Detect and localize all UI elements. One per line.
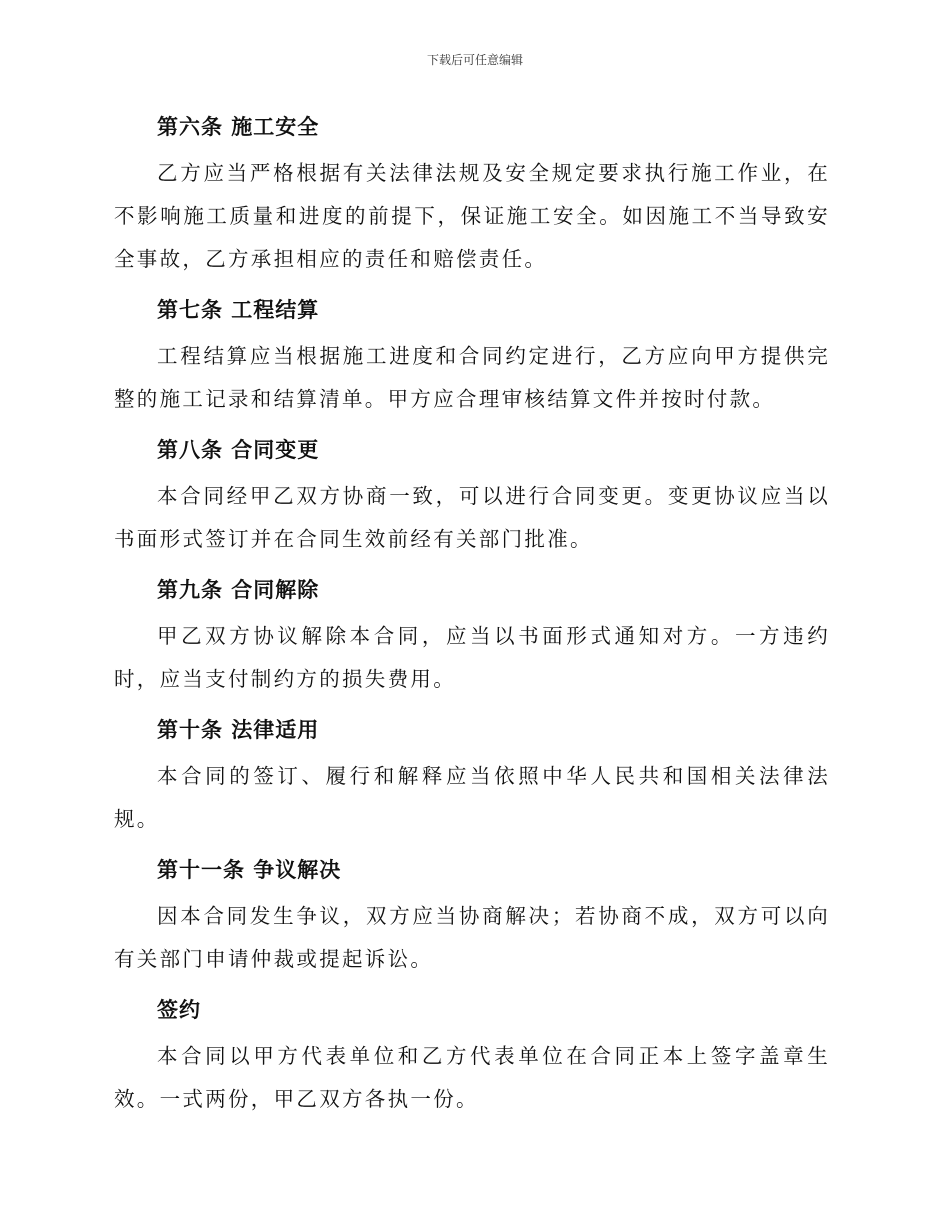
- section-paragraph: 本合同经甲乙双方协商一致，可以进行合同变更。变更协议应当以书面形式签订并在合同生效前经有关部门批准。: [114, 484, 830, 551]
- section-8: [114, 431, 830, 561]
- document-body: [114, 108, 830, 1121]
- section-paragraph: 本合同的签订、履行和解释应当依照中华人民共和国相关法律法规。: [114, 764, 830, 831]
- page-header-note: 下载后可任意编辑: [426, 53, 523, 67]
- section-paragraph: 本合同以甲方代表单位和乙方代表单位在合同正本上签字盖章生效。一式两份，甲乙双方各执一份。: [114, 1044, 830, 1111]
- section-heading: 第九条 合同解除: [157, 577, 320, 602]
- section-paragraph: 因本合同发生争议，双方应当协商解决；若协商不成，双方可以向有关部门申请仲裁或提起诉讼。: [114, 904, 830, 971]
- section-heading: 第七条 工程结算: [157, 297, 320, 322]
- section-paragraph: 甲乙双方协议解除本合同，应当以书面形式通知对方。一方违约时，应当支付制约方的损失费用。: [114, 624, 830, 691]
- section-signing: [114, 991, 830, 1121]
- section-7: [114, 291, 830, 421]
- section-paragraph: 乙方应当严格根据有关法律法规及安全规定要求执行施工作业，在不影响施工质量和进度的前提下，保证施工安全。如因施工不当导致安全事故，乙方承担相应的责任和赔偿责任。: [114, 161, 830, 271]
- section-10: [114, 711, 830, 841]
- section-9: [114, 571, 830, 701]
- section-heading: 第十条 法律适用: [157, 717, 320, 742]
- section-11: [114, 851, 830, 981]
- section-heading: 第六条 施工安全: [157, 114, 320, 139]
- section-paragraph: 工程结算应当根据施工进度和合同约定进行，乙方应向甲方提供完整的施工记录和结算清单。甲方应合理审核结算文件并按时付款。: [114, 344, 830, 411]
- section-6: [114, 108, 830, 281]
- section-heading: 第八条 合同变更: [157, 437, 320, 462]
- section-heading: 第十一条 争议解决: [157, 857, 342, 882]
- section-heading: 签约: [157, 997, 201, 1022]
